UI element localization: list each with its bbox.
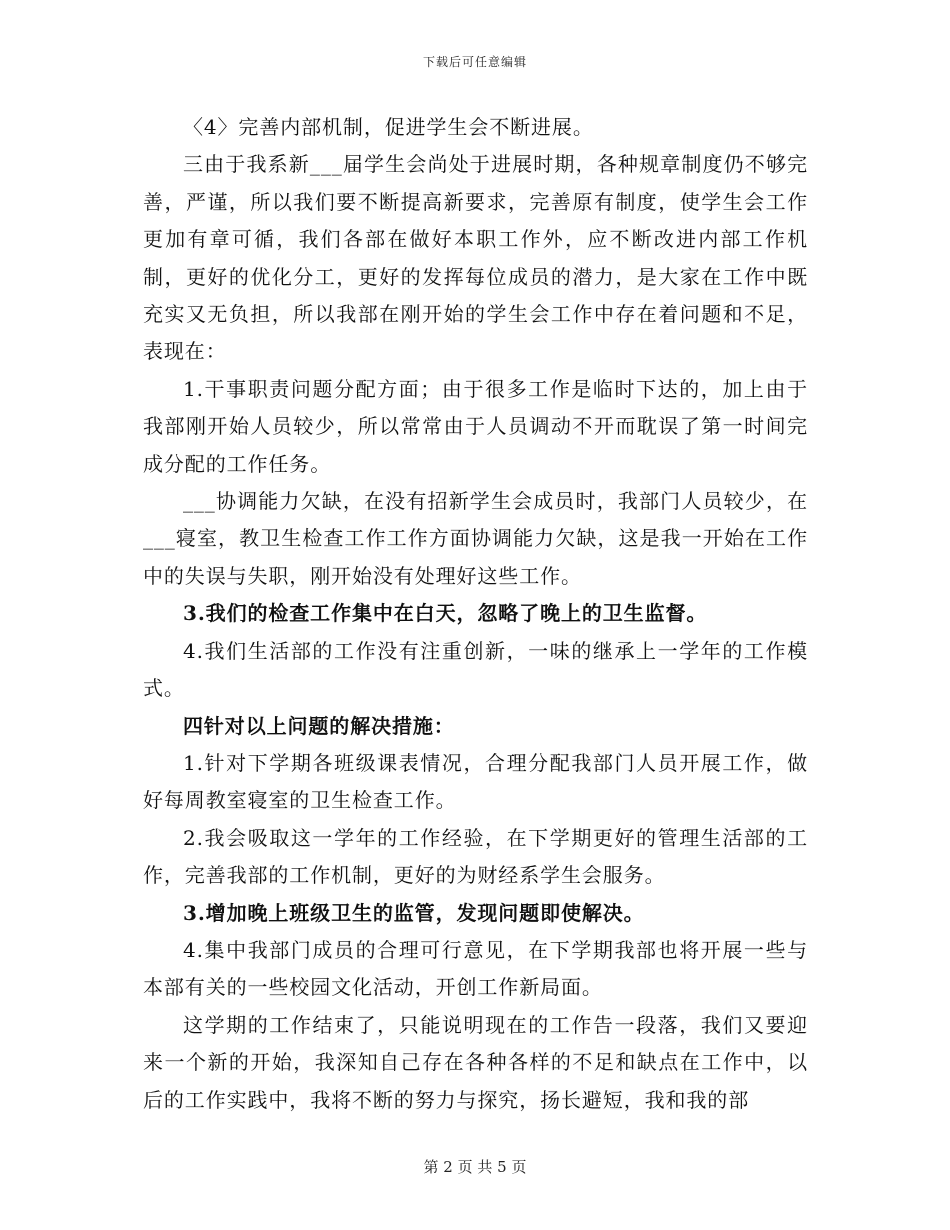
paragraph-5: 3.我们的检查工作集中在白天，忽略了晚上的卫生监督。 xyxy=(183,601,708,626)
section-heading-solutions: 四针对以上问题的解决措施： xyxy=(183,713,455,738)
paragraph-9: 2.我会吸取这一学年的工作经验，在下学期更好的管理生活部的工作，完善我部的工作机制，更好的为财经系学生会服务。 xyxy=(143,825,808,888)
paragraph-1: 〈4〉完善内部机制，促进学生会不断进展。 xyxy=(183,115,594,139)
paragraph-6: 4.我们生活部的工作没有注重创新，一味的继承上一学年的工作模式。 xyxy=(143,638,808,701)
paragraph-12: 这学期的工作结束了，只能说明现在的工作告一段落，我们又要迎来一个新的开始，我深知自己存在各种各样的不足和缺点在工作中，以后的工作实践中，我将不断的努力与探究，扬长避短，我和我的部 xyxy=(143,1012,808,1112)
paragraph-4: ___协调能力欠缺，在没有招新学生会成员时，我部门人员较少，在___寝室，教卫生检查工作工作方面协调能力欠缺，这是我一开始在工作中的失误与失职，刚开始没有处理好这些工作。 xyxy=(143,489,808,588)
paragraph-8: 1.针对下学期各班级课表情况，合理分配我部门人员开展工作，做好每周教室寝室的卫生检查工作。 xyxy=(143,750,808,813)
document-body xyxy=(143,109,808,1119)
page-footer: 第 2 页 共 5 页 xyxy=(423,1158,527,1176)
paragraph-11: 4.集中我部门成员的合理可行意见，在下学期我部也将开展一些与本部有关的一些校园文化活动，开创工作新局面。 xyxy=(143,937,808,1000)
paragraph-2: 三由于我系新___届学生会尚处于进展时期，各种规章制度仍不够完善，严谨，所以我们要不断提高新要求，完善原有制度，使学生会工作更加有章可循，我们各部在做好本职工作外，应不断改进内部工作机制，更好的优化分工，更好的发挥每位成员的潜力，是大家在工作中既充实又无负担，所以我部在刚开始的学生会工作中存在着问题和不足，表现在： xyxy=(143,152,808,364)
paragraph-10: 3.增加晚上班级卫生的监管，发现问题即使解决。 xyxy=(183,900,645,925)
page-header: 下载后可任意编辑 xyxy=(422,55,527,69)
paragraph-3: 1.干事职责问题分配方面；由于很多工作是临时下达的，加上由于我部刚开始人员较少，所以常常由于人员调动不开而耽误了第一时间完成分配的工作任务。 xyxy=(143,376,808,476)
